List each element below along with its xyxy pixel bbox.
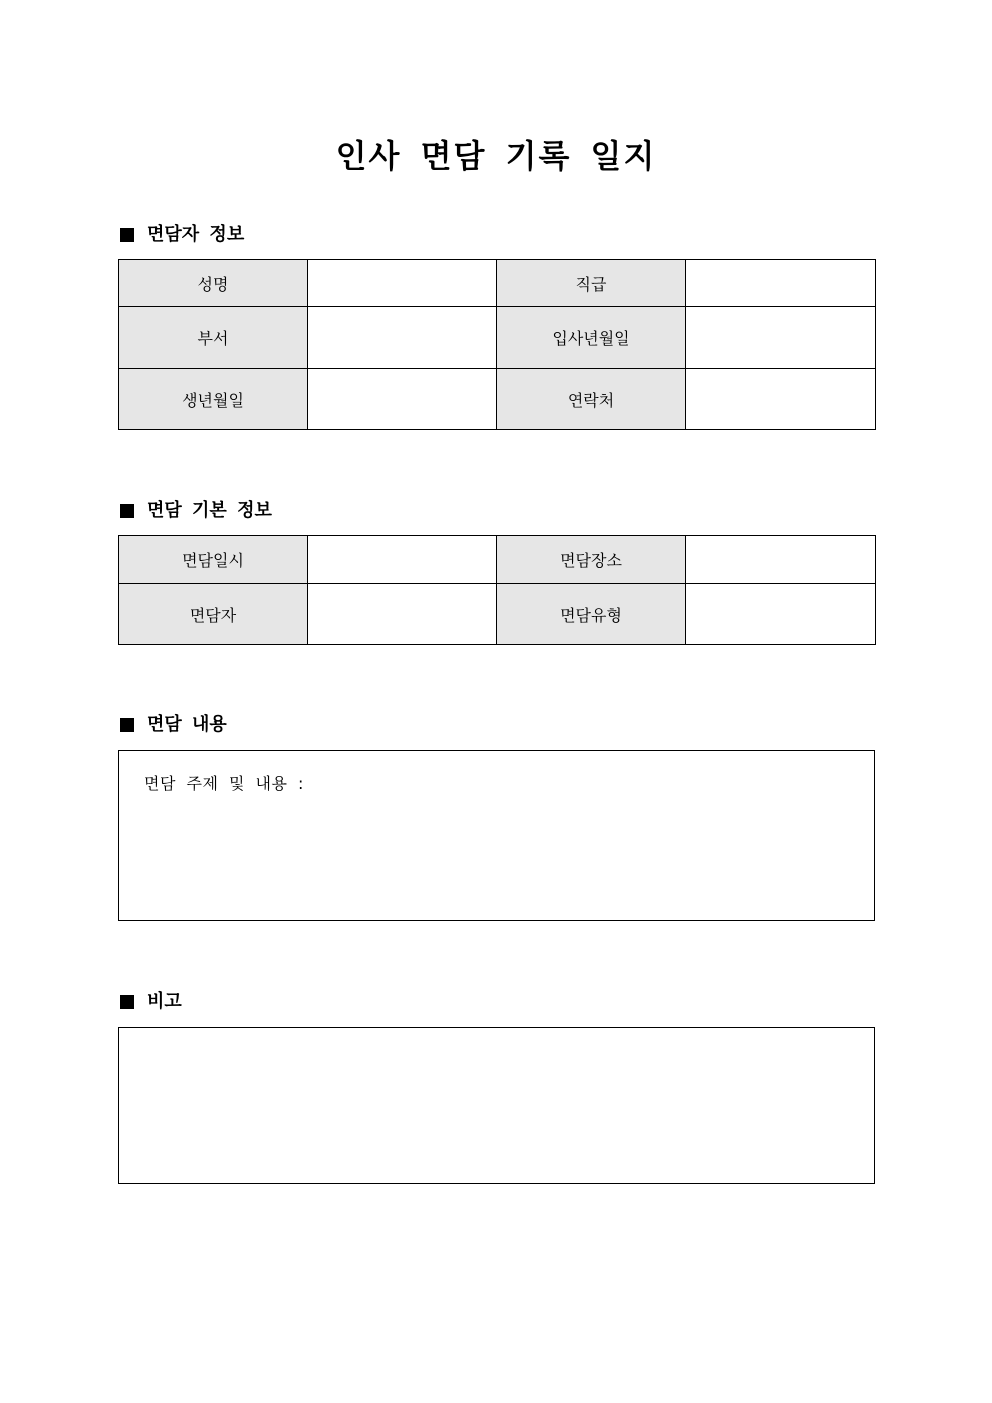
table-row (119, 260, 876, 307)
label-hire-date: 입사년월일 (497, 307, 686, 369)
black-square-icon (120, 718, 134, 732)
label-birth-date: 생년월일 (119, 369, 308, 430)
section-heading-basic (118, 498, 272, 524)
hire-date-field[interactable] (686, 307, 876, 369)
table-row (119, 584, 876, 645)
table-row (119, 536, 876, 584)
section-heading-text: 면담자 정보 (147, 224, 245, 245)
birth-date-field[interactable] (308, 369, 497, 430)
label-department: 부서 (119, 307, 308, 369)
interview-location-field[interactable] (686, 536, 876, 584)
position-field[interactable] (686, 260, 876, 307)
label-interview-location: 면담장소 (497, 536, 686, 584)
section-heading-text: 면담 내용 (147, 714, 227, 735)
content-prompt: 면담 주제 및 내용 : (144, 774, 304, 793)
contact-field[interactable] (686, 369, 876, 430)
table-row (119, 307, 876, 369)
section-heading-text: 비고 (147, 991, 182, 1012)
name-field[interactable] (308, 260, 497, 307)
interview-content-box[interactable] (118, 750, 875, 921)
black-square-icon (120, 995, 134, 1009)
black-square-icon (120, 228, 134, 242)
label-contact: 연락처 (497, 369, 686, 430)
label-interview-type: 면담유형 (497, 584, 686, 645)
basic-info-table (118, 535, 876, 645)
label-position: 직급 (497, 260, 686, 307)
remarks-box[interactable] (118, 1027, 875, 1184)
table-row (119, 369, 876, 430)
interview-datetime-field[interactable] (308, 536, 497, 584)
section-heading-content (118, 712, 227, 738)
label-interviewer: 면담자 (119, 584, 308, 645)
label-name: 성명 (119, 260, 308, 307)
black-square-icon (120, 504, 134, 518)
department-field[interactable] (308, 307, 497, 369)
section-heading-remarks (118, 989, 182, 1015)
interviewer-field[interactable] (308, 584, 497, 645)
label-interview-datetime: 면담일시 (119, 536, 308, 584)
interviewee-info-table (118, 259, 876, 430)
section-heading-text: 면담 기본 정보 (147, 500, 272, 521)
interview-type-field[interactable] (686, 584, 876, 645)
section-heading-interviewee (118, 222, 244, 248)
page-title: 인사 면담 기록 일지 (335, 137, 657, 175)
